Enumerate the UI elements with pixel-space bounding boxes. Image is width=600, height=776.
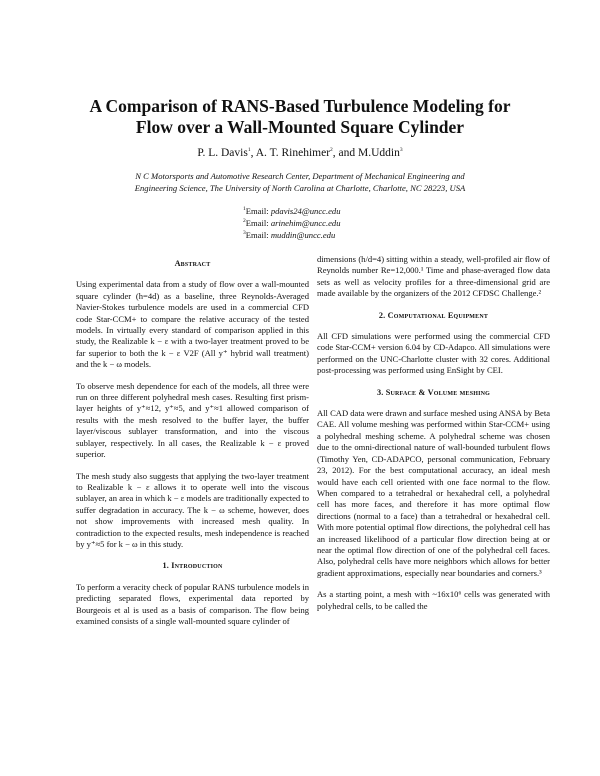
abstract-paragraph-2: To observe mesh dependence for each of the models, all three were run on three different polyhedral mesh cases. Resulting first prism-layer heights of y⁺≈12, y⁺≈5, and y⁺≈1 allowed comparison of results with the mesh resolved to the buffer layer, the buffer layer/viscous sublayer transformation, and into the viscous sublayer, respectively. In all cases, the Realizable k − ε proved superior. <box>76 380 309 460</box>
right-column <box>317 254 550 622</box>
email-label: Email: <box>245 206 271 216</box>
affiliation-line-1: N C Motorsports and Automotive Research Center, Department of Mechanical Engineering and <box>135 171 465 181</box>
title-line-2: Flow over a Wall-Mounted Square Cylinder <box>135 117 465 137</box>
abstract-paragraph-1: Using experimental data from a study of flow over a wall-mounted square cylinder (h=4d) as a baseline, three Reynolds-Averaged Navier-Stokes turbulence models are used in a commercial CFD code Star-CCM+ to compare the relative accuracy of the tested models. In virtually every standard of comparison applied in this study, the Realizable k − ε with a two-layer treatment proved to be far superior to both the k − ε V2F (All y⁺ hybrid wall treatment) and the k − ω models. <box>76 279 309 370</box>
affiliation-line-2: Engineering Science, The University of North Carolina at Charlotte, Charlotte, NC 28223, USA <box>134 183 466 193</box>
email-address[interactable]: muddin@uncc.edu <box>270 230 336 240</box>
email-sup: 1 <box>243 206 246 213</box>
section-3-paragraph-2: As a starting point, a mesh with ~16x10⁶ cells was generated with polyhedral cells, to be called the <box>317 589 550 611</box>
author-name: P. L. Davis <box>197 147 248 159</box>
author-sup: 1 <box>247 147 251 154</box>
introduction-heading: 1. Introduction <box>162 561 223 571</box>
email-sup: 3 <box>243 230 246 237</box>
email-line <box>243 217 341 229</box>
author-sup: 2 <box>330 147 333 154</box>
section-3-heading: 3. Surface & Volume meshing <box>376 387 491 397</box>
title-line-1: A Comparison of RANS-Based Turbulence Modeling for <box>89 96 511 116</box>
email-address[interactable]: pdavis24@uncc.edu <box>270 206 341 216</box>
author-name: M.Uddin <box>358 147 400 159</box>
author-list <box>0 147 600 159</box>
email-sup: 2 <box>243 218 246 225</box>
email-list <box>243 205 341 241</box>
email-label: Email: <box>245 218 271 228</box>
paper-title <box>0 96 600 138</box>
abstract-paragraph-3: The mesh study also suggests that applying the two-layer treatment to Realizable k − ε allows it to operate well into the viscous sublayer, an area in which k − ε models are traditionally expected to suffer degradation in accuracy. The k − ω scheme, however, does not show improvements with increased mesh quality. In contradiction to the expected results, mesh independence is reached by y⁺≈5 for k − ω in this study. <box>76 470 309 549</box>
email-line <box>243 205 341 217</box>
affiliation <box>60 170 540 194</box>
section-3-paragraph-1: All CAD data were drawn and surface meshed using ANSA by Beta CAE. All volume meshing was performed within Star-CCM+ using a polyhedral meshing scheme. A polyhedral scheme was chosen due to the omni-directional nature of wall-bounded turbulent flows (Timothy Yen, CD-ADAPCO, personal communication, February 23, 2012). For the best computational accuracy, an ideal mesh would have each cell oriented with one face normal to the flow. When compared to a tetrahedral or hexahedral cell, a polyhedral cell has more faces, and therefore it has more optimal flow directions (normal to a face) than a tetrahedral or hexahedral cell. With more potential optimal flow directions, the polyhedral cell has an increased likelihood of a particular flow direction being at or near the optimal flow direction of one of the polyhedral cell faces. Also, polyhedral cells have more neighbors which allows for better gradient approximations, especially near boundaries and corners.³ <box>317 408 550 578</box>
introduction-paragraph-1: To perform a veracity check of popular RANS turbulence models in predicting separated flows, experimental data reported by Bourgeois et al is used as a basis of comparison. The flow being examined consists of a single wall-mounted square cylinder of <box>76 581 309 626</box>
author-sup: 3 <box>399 147 403 154</box>
email-line <box>243 229 341 241</box>
author-separator: , and <box>332 147 359 159</box>
section-2-heading: 2. Computational Equipment <box>378 310 489 320</box>
left-column <box>76 256 309 637</box>
email-label: Email: <box>245 230 271 240</box>
intro-continued-paragraph: dimensions (h/d=4) sitting within a steady, well-profiled air flow of Reynolds number Re=12,000.¹ Time and phase-averaged flow data sets as well as velocity profiles for a three-dimensional grid are made available by the organizers of the 2012 CFDSC Challenge.² <box>317 254 550 299</box>
email-address[interactable]: arinehim@uncc.edu <box>270 218 341 228</box>
author-name: A. T. Rinehimer <box>255 147 331 159</box>
author-separator: , <box>250 147 256 159</box>
section-2-paragraph: All CFD simulations were performed using the commercial CFD code Star-CCM+ version 6.04 by CD-Adapco. All simulations were performed on the UNC-Charlotte cluster with 32 cores. Additional post-processing was performed using EnSight by CEI. <box>317 331 550 376</box>
abstract-heading: Abstract <box>174 259 211 268</box>
